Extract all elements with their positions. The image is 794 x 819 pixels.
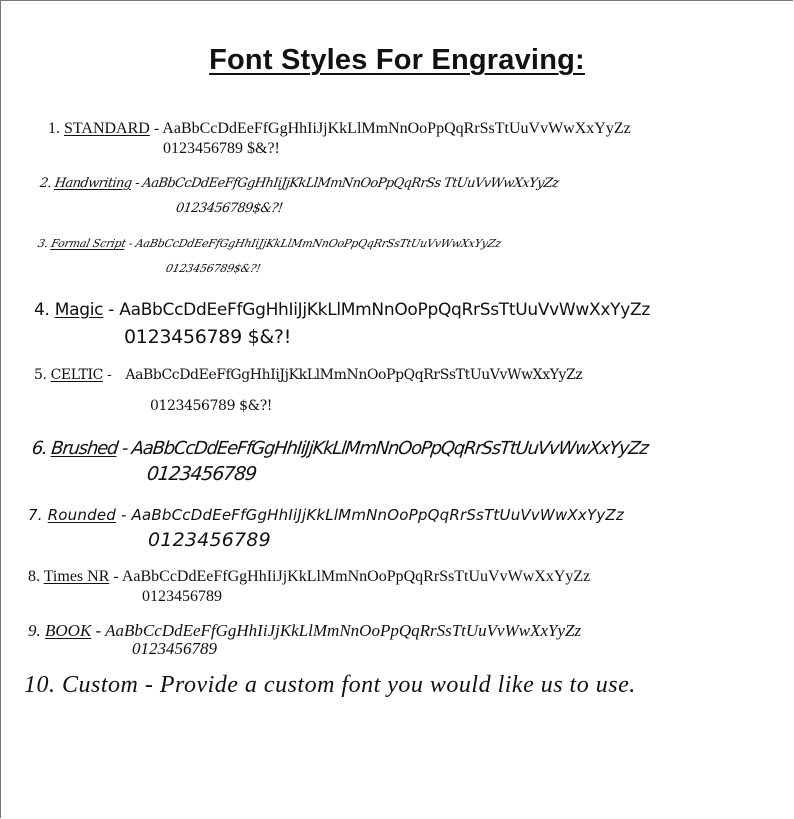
font-name: STANDARD: [64, 120, 150, 137]
font-name: Magic: [54, 300, 104, 320]
font-alphabet: AaBbCcDdEeFfGgHhIiJjKkLlMmNnOoPpQqRrSsTtUuVvWwXxYyZz: [121, 568, 591, 585]
font-number: 6.: [30, 438, 48, 459]
font-name: Rounded: [47, 506, 116, 524]
font-alphabet: AaBbCcDdEeFfGgHhIiJjKkLlMmNnOoPpQqRrSsTtUuVvWwXxYyZz: [131, 506, 624, 524]
font-item-book: [28, 621, 581, 641]
font-item-standard: [48, 120, 631, 138]
font-item-magic: [34, 300, 650, 320]
font-digits-standard: 0123456789 $&?!: [163, 140, 280, 157]
font-name: BOOK: [45, 621, 92, 640]
font-number: 10.: [24, 672, 56, 698]
font-alphabet: AaBbCcDdEeFfGgHhIiJjKkLlMmNnOoPpQqRrSsTtUuVvWwXxYyZz: [130, 438, 649, 459]
font-item-times-nr: [28, 568, 590, 586]
font-separator: -: [134, 176, 140, 191]
font-name: Brushed: [50, 438, 119, 459]
font-name: Formal Script: [50, 237, 128, 250]
font-number: 5.: [34, 367, 47, 383]
font-number: 7.: [28, 506, 43, 524]
font-digits-celtic: 0123456789 $&?!: [150, 398, 273, 414]
font-alphabet: AaBbCcDdEeFfGgHhIiJjKkLlMmNnOoPpQqRrSsTtUuVvWwXxYyZz: [134, 237, 503, 250]
font-digits-times-nr: 0123456789: [142, 588, 222, 605]
font-separator: -: [95, 621, 102, 640]
font-item-rounded: [28, 506, 624, 524]
font-number: 1.: [48, 120, 60, 137]
font-name: Times NR: [43, 568, 110, 585]
font-number: 9.: [28, 621, 41, 640]
font-name: CELTIC: [50, 367, 103, 383]
font-separator: -: [127, 237, 134, 250]
font-item-brushed: [31, 438, 649, 459]
font-alphabet: AaBbCcDdEeFfGgHhIiJjKkLlMmNnOoPpQqRrSs TtUuVvWwXxYyZz: [141, 176, 560, 191]
font-digits-handwriting: 0123456789$&?!: [174, 201, 284, 216]
font-number: 3.: [36, 237, 50, 250]
font-digits-book: 0123456789: [132, 639, 217, 658]
page-title: Font Styles For Engraving:: [209, 44, 585, 76]
font-alphabet: AaBbCcDdEeFfGgHhIiJjKkLlMmNnOoPpQqRrSsTtUuVvWwXxYyZz: [119, 300, 650, 320]
custom-text: Custom - Provide a custom font you would like us to use.: [62, 672, 636, 698]
font-separator: -: [120, 438, 129, 459]
font-item-custom: [24, 672, 636, 699]
font-separator: -: [153, 120, 160, 137]
font-digits-formal-script: 0123456789$&?!: [164, 262, 262, 275]
font-digits-rounded: 0123456789: [148, 529, 271, 551]
font-name: Handwriting: [53, 176, 133, 191]
font-digits-magic: 0123456789 $&?!: [124, 326, 292, 348]
font-separator: -: [120, 506, 127, 524]
font-digits-brushed: 0123456789: [145, 463, 258, 485]
font-alphabet: AaBbCcDdEeFfGgHhIiJjKkLlMmNnOoPpQqRrSsTtUuVvWwXxYyZz: [105, 621, 582, 640]
font-number: 8.: [28, 568, 40, 585]
font-alphabet: AaBbCcDdEeFfGgHhIiJjKkLlMmNnOoPpQqRrSsTtUuVvWwXxYyZz: [125, 367, 583, 383]
font-item-formal-script: [37, 237, 503, 250]
font-separator: -: [108, 300, 115, 320]
font-number: 4.: [34, 300, 50, 320]
font-number: 2.: [38, 176, 53, 191]
font-item-celtic: [34, 367, 582, 383]
font-alphabet: AaBbCcDdEeFfGgHhIiJjKkLlMmNnOoPpQqRrSsTtUuVvWwXxYyZz: [162, 120, 631, 137]
font-separator: -: [113, 568, 119, 585]
font-separator: -: [106, 367, 112, 383]
font-item-handwriting: [39, 176, 560, 191]
